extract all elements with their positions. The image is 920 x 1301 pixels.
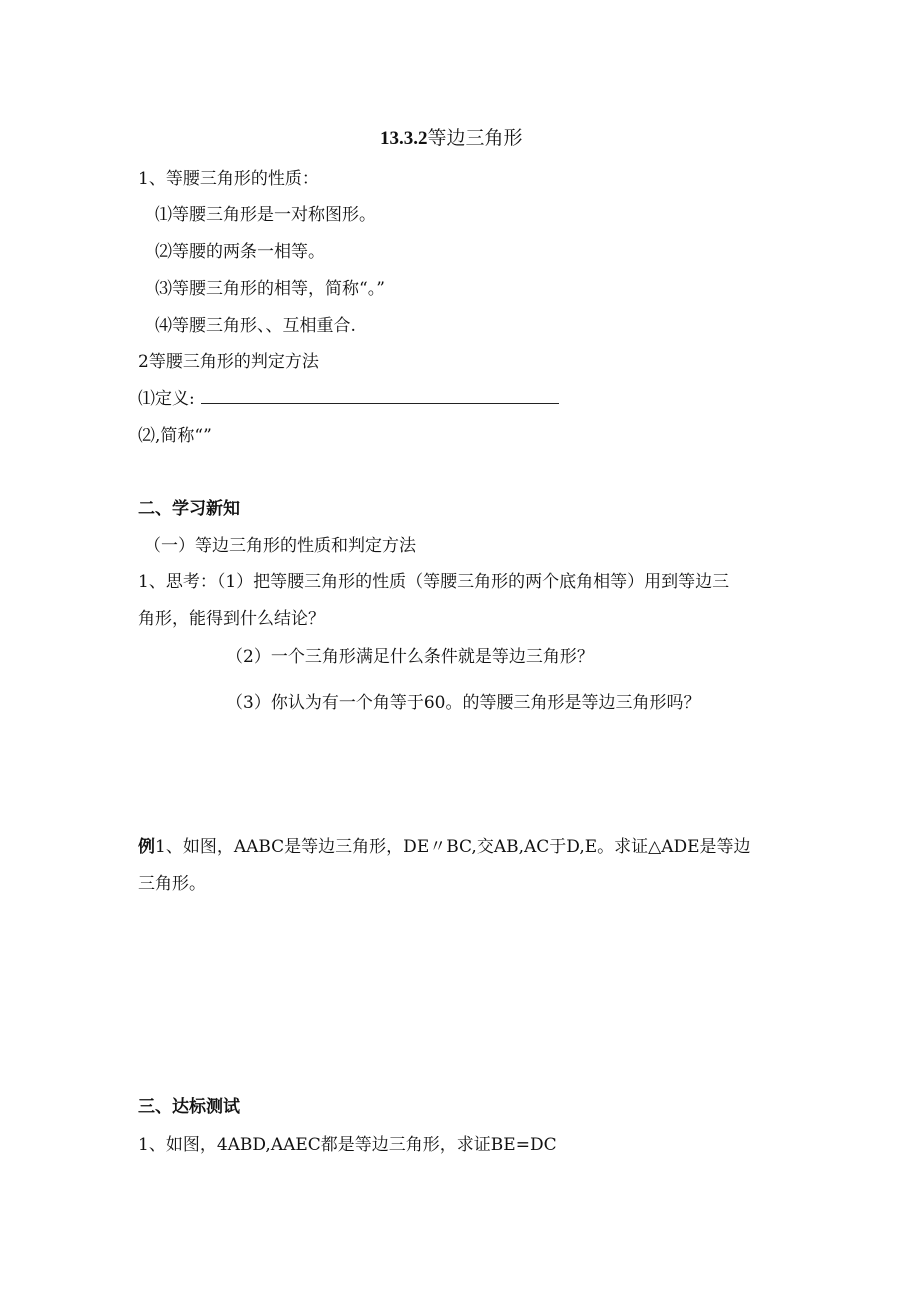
review-item-1: ⑴等腰三角形是一对称图形。 (155, 205, 376, 225)
question-3: （3）你认为有一个角等于60。的等腰三角形是等边三角形吗？ (226, 693, 701, 713)
review-item-3: ⑶等腰三角形的相等，简称“。” (155, 279, 385, 299)
title-number: 13.3.2 (380, 128, 428, 149)
example-line-2: 三角形。 (138, 874, 206, 894)
definition-line (138, 389, 559, 409)
definition-label: ⑴定义: (138, 389, 195, 409)
section2-heading: 二、学习新知 (138, 499, 240, 519)
definition-blank[interactable] (201, 389, 559, 404)
review-item-2: ⑵等腰的两条一相等。 (155, 242, 325, 262)
think-line-1: 1、思考：（1）把等腰三角形的性质（等腰三角形的两个底角相等）用到等边三 (138, 572, 730, 592)
example-line-1 (138, 837, 751, 857)
page-title (380, 128, 523, 149)
example-text: 1、如图，AABC是等边三角形，DE〃BC,交AB,AC于D,E。求证△ADE是等边 (155, 837, 751, 857)
review-heading: 1、等腰三角形的性质： (138, 169, 319, 189)
test-question-1: 1、如图，4ABD,AAEC都是等边三角形，求证BE=DC (138, 1135, 557, 1155)
think-line-2: 角形，能得到什么结论？ (138, 609, 325, 629)
title-text: 等边三角形 (427, 127, 523, 149)
example-label: 例 (138, 837, 155, 857)
review-item-2-2: ⑵,简称“” (138, 426, 212, 446)
review-heading-2: 2等腰三角形的判定方法 (138, 352, 319, 372)
section2-subheading: （一）等边三角形的性质和判定方法 (144, 536, 416, 556)
question-2: （2）一个三角形满足什么条件就是等边三角形？ (226, 647, 594, 667)
section3-heading: 三、达标测试 (138, 1097, 240, 1117)
review-item-4: ⑷等腰三角形、、互相重合. (155, 316, 356, 336)
